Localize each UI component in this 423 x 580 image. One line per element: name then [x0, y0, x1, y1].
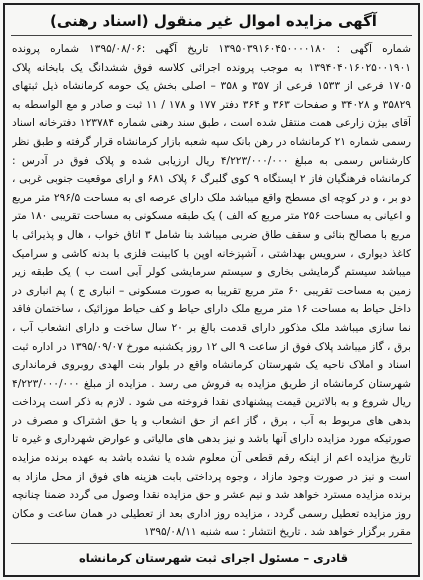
notice-title: آگهی مزایده اموال غیر منقول (اسناد رهنی)	[50, 12, 377, 30]
footer-divider	[11, 543, 412, 544]
notice-signature: قادری – مسئول اجرای ثبت شهرستان کرمانشاه	[78, 551, 349, 565]
notice-border	[3, 3, 420, 577]
title-divider	[11, 35, 412, 36]
notice-body: شماره آگهی : ۱۳۹۵۰۳۹۱۶۰۴۵۰۰۰۰۱۸۰ تاریخ آگهی :۱۳۹۵/۰۸/۰۶ شماره پرونده ۱۳۹۴۰۴۰۱۶۰۲۵۰۰۱۹۰۱ به موجب پرونده اجرائی کلاسه فوق ششدانگ یک بابخانه پلاک ۱۷۰۵ فرعی از ۱۵۳۳ فرعی از ۳۵۷ و ۳۵۸ – اصلی بخش یک حومه کرمانشاه ذیل ثبتهای ۳۵۸۲۹ و ۳۴۰۲۸ و صفحات ۳۶۳ و ۳۶۴ دفتر ۱۷۷ و ۱۷۸ / ۱۱ ثبت و صادر و مع الواسطه به آقای بیژن زارعی همت منتقل شده است ، طبق سند رهنی شماره ۱۲۳۷۸۴ دفترخانه اسناد رسمی شماره ۲۱ کرمانشاه در رهن بانک سپه شعبه بازار کرمانشاه قرار گرفته و طبق نظر کارشناس رسمی به مبلغ ۴/۲۲۳/۰۰۰/۰۰۰ ریال ارزیابی شده و پلاک فوق در آدرس : کرمانشاه فرهنگیان فاز ۲ ایستگاه ۹ کوی گلبرگ ۶ پلاک ۶۸۱ و ارای موقعیت جنوبی غربی ، دو بر ، و در کوچه ای مسطح واقع میباشد ملک دارای عرصه ای به مساحت ۲۹۶/۵ متر مربع و اعیانی به مساحت ۲۵۶ متر مربع که الف ) یک طبقه مسکونی به مساحت تقریبی ۱۸۰ متر مربع با مصالح بنائی و سقف طاق ضربی میباشد بنا شامل ۳ اتاق خواب ، هال و پذیرائی با کاغذ دیواری ، سرویس بهداشتی ، آشپزخانه اوپن با کابینت فلزی با بدنه کاشی و سرامیک میباشد سیستم گرمایشی بخاری و سیستم سرمایشی کولر آبی است ب ) یک طبقه زیر زمین به مساحت تقریبی ۶۰ متر مربع تقریبا به صورت مسکونی – انباری ج ) پم انباری در داخل حیاط به مساحت ۱۶ متر مربع ملک دارای حیاط و کف حیاط موزائیک ، ساختمان فاقد نما سازی میباشد ملک مذکور دارای قدمت بالغ بر ۲۰ سال ساخت و دارای انشعاب آب ، برق ، گاز میباشد پلاک فوق از ساعت ۹ الی ۱۲ روز یکشنبه مورخ ۱۳۹۵/۰۹/۰۷ در اداره ثبت اسناد و املاک ناحیه یک شهرستان کرمانشاه واقع در بلوار بنت الهدی روبروی فرمانداری شهرستان کرمانشاه از طریق مزایده به فروش می رسد . مزایده از مبلغ ۴/۲۲۳/۰۰۰/۰۰۰ ریال شروع و به بالاترین قیمت پیشنهادی نقدا فروخته می شود . لازم به ذکر است پرداخت بدهی های مربوط به آب ، برق ، گاز اعم از حق انشعاب و یا حق اشتراک و مصرف در صورتیکه مورد مزایده دارای آنها باشد و نیز بدهی های مالیاتی و عوارض شهرداری و غیره تا تاریخ مزایده اعم از اینکه رقم قطعی آن معلوم شده یا نشده باشد به عهده برنده مزایده است و نیز در صورت وجود مازاد ، وجوه پرداختی بابت هزینه های فوق از محل مازاد به برنده مزایده مسترد خواهد شد و نیم عشر و حق مزایده نقدا وصول می گردد ضمنا چنانچه روز مزایده تعطیل رسمی گردد ، مزایده روز اداری بعد از تعطیلی در همان ساعت و مکان مقرر برگزار خواهد شد . تاریخ انتشار : سه شنبه ۱۳۹۵/۰۸/۱۱	[12, 43, 411, 539]
